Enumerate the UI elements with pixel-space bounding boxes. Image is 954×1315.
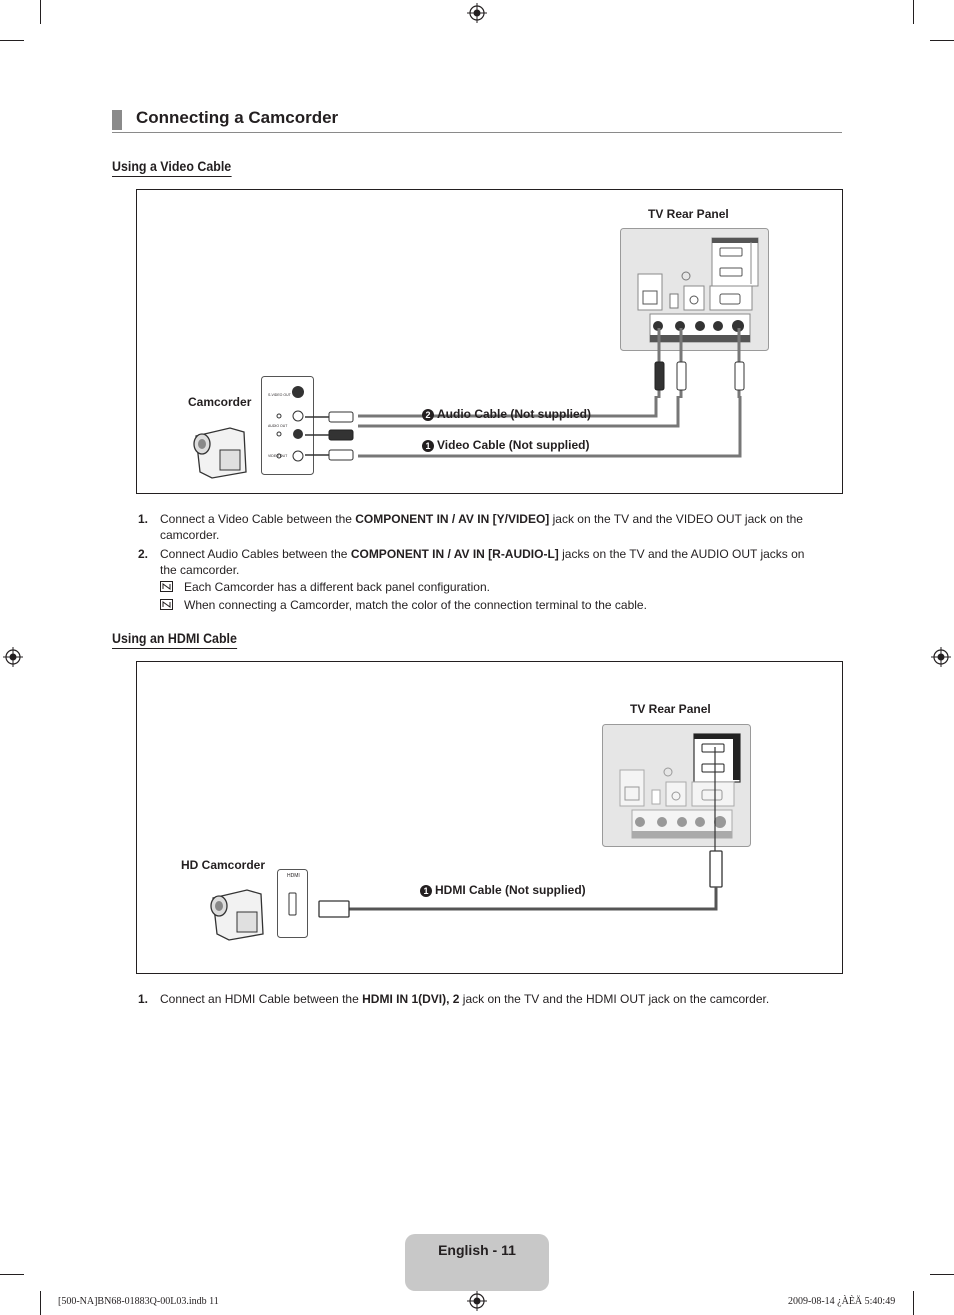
audio-cable-text: Audio Cable (Not supplied) (437, 407, 591, 421)
crop-mark (913, 1291, 914, 1315)
note-item (160, 597, 800, 613)
step-text: Connect an HDMI Cable between the HDMI IN 1(DVI), 2 jack on the TV and the HDMI OUT jack on the camcorder. (160, 992, 770, 1006)
crop-mark (930, 1274, 954, 1275)
step-number: 1. (138, 992, 149, 1006)
camcorder-port-label: AUDIO OUT (268, 424, 288, 428)
registration-mark-icon (467, 1291, 487, 1311)
instruction-step (138, 991, 818, 1007)
note-text: When connecting a Camcorder, match the color of the connection terminal to the cable. (184, 598, 647, 612)
tv-rear-panel-label: TV Rear Panel (630, 702, 711, 716)
note-icon (160, 581, 173, 592)
hd-camcorder-port-label: HDMI (287, 873, 300, 879)
crop-mark (930, 40, 954, 41)
crop-mark (40, 1291, 41, 1315)
instruction-step (138, 546, 818, 578)
video-cable-label (422, 438, 589, 452)
instruction-step (138, 511, 818, 543)
section-header (112, 108, 842, 133)
page-number-tab (405, 1234, 549, 1291)
registration-mark-icon (931, 647, 951, 667)
crop-mark (913, 0, 914, 24)
step-number-badge: 1 (420, 885, 432, 897)
print-timestamp: 2009-08-14 ¿ÀÈÄ 5:40:49 (788, 1296, 896, 1307)
hd-camcorder-icon (209, 884, 267, 942)
step-text: Connect Audio Cables between the COMPONENT IN / AV IN [R-AUDIO-L] jacks on the TV and the AUDIO OUT jacks on the camcorder. (160, 547, 805, 577)
step-text: Connect a Video Cable between the COMPONENT IN / AV IN [Y/VIDEO] jack on the TV and the VIDEO OUT jack on the camcorder. (160, 512, 803, 542)
title-bar (112, 110, 122, 130)
audio-cable-label (422, 407, 591, 421)
hdmi-cable-label (420, 883, 586, 897)
file-info: [500-NA]BN68-01883Q-00L03.indb 11 (58, 1296, 219, 1307)
registration-mark-icon (3, 647, 23, 667)
camcorder-port-label: S-VIDEO OUT (268, 393, 291, 397)
note-text: Each Camcorder has a different back panel configuration. (184, 580, 490, 594)
step-number: 2. (138, 547, 149, 561)
hdmi-cable-text: HDMI Cable (Not supplied) (435, 883, 586, 897)
page-title: Connecting a Camcorder (136, 108, 339, 127)
registration-mark-icon (467, 3, 487, 23)
hdmi-diagram (136, 661, 843, 974)
camcorder-port-label: VIDEO OUT (268, 454, 288, 458)
crop-mark (40, 0, 41, 24)
page-number: English - 11 (438, 1242, 516, 1258)
video-cable-text: Video Cable (Not supplied) (437, 438, 590, 452)
crop-mark (0, 40, 24, 41)
step-number-badge: 1 (422, 440, 434, 452)
crop-mark (0, 1274, 24, 1275)
note-item (160, 579, 800, 595)
step-number-badge: 2 (422, 409, 434, 421)
camcorder-side-plugs-illustration (305, 408, 357, 464)
tv-rear-panel-label: TV Rear Panel (648, 207, 729, 221)
video-diagram (136, 189, 843, 494)
note-icon (160, 599, 173, 610)
subsection-heading-hdmi: Using an HDMI Cable (112, 631, 237, 649)
hd-camcorder-port-panel (277, 869, 309, 939)
camcorder-icon (192, 422, 250, 480)
hd-camcorder-label: HD Camcorder (181, 858, 266, 872)
camcorder-label: Camcorder (188, 395, 252, 409)
step-number: 1. (138, 512, 149, 526)
subsection-heading-video: Using a Video Cable (112, 159, 231, 177)
